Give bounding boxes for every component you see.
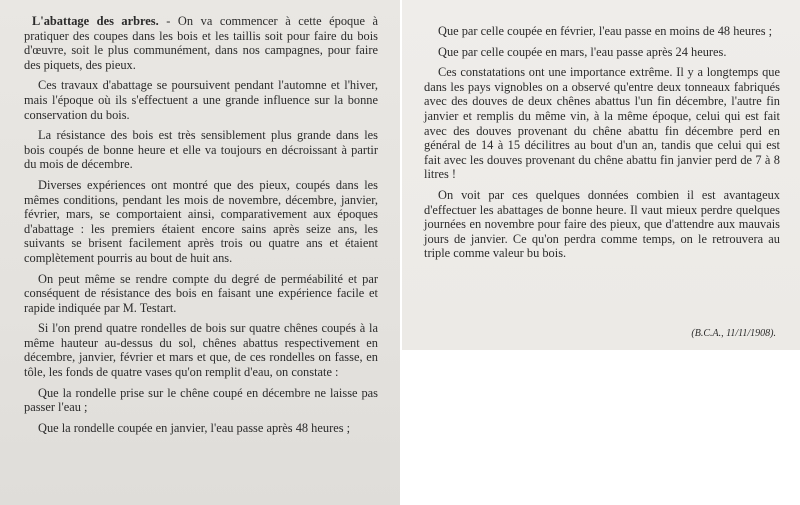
paragraph-9: Que par celle coupée en février, l'eau passe en moins de 48 heures ; [438,24,773,38]
paragraph-7: Que la rondelle prise sur le chêne coupé en décembre ne laisse pas passer l'eau ; [24,385,378,415]
paragraph-1-text: - On va commencer à cette époque à pratiquer des coupes dans les bois et les taillis soit pour faire du bois d'œuvre, soit le plus communément, dans nos campagnes, pour faire des piquets, des pieux. [24,14,378,72]
paragraph-4: Diverses expériences ont montré que des pieux, coupés dans les mêmes conditions, pendant les mois de novembre, décembre, janvier, février, mars, se comportaient ainsi, comparativement aux époques d'abattage : les premiers étaient encore sains après seize ans, les suivants se brisent facilement après trois ou quatre ans et étaient complètement pourris au bout de huit ans. [24,177,378,265]
paragraph-2: Ces travaux d'abattage se poursuivent pendant l'automne et l'hiver, mais l'époque où ils s'effectuent a une grande influence sur la bonne conservation du bois. [24,78,378,122]
paragraph-8: Que la rondelle coupée en janvier, l'eau passe après 48 heures ; [38,420,351,435]
paragraph-10: Que par celle coupée en mars, l'eau passe après 24 heures. [438,44,727,59]
paragraph-5: On peut même se rendre compte du degré de perméabilité et par conséquent de résistance des bois en faisant une expérience facile et rapide indiquée par M. Testart. [24,271,378,315]
paragraph-11: Ces constatations ont une importance extrême. Il y a longtemps que dans les pays vignobles on a observé qu'entre deux tonneaux fabriqués avec des douves de deux chênes abattus l'un fin décembre, l'autre fin janvier et remplis du même vin, à la même époque, celui qui est fait avec des douves provenant du chêne abattu fin décembre perd en général de 14 à 15 décilitres au bout d'un an, tandis que celui qui est fait avec les douves provenant du chêne abattu fin janvier perd de 7 à 8 litres ! [424,65,780,182]
paragraph-12: On voit par ces quelques données combien il est avantageux d'effectuer les abattages de bonne heure. Il vaut mieux perdre quelques journées en novembre pour faire des pieux, que d'attendre aux mauvais jours de janvier. Ce qu'on perdra comme temps, on le retrouvera au triple comme valeur bu bois. [424,187,780,261]
paragraph-1 [24,14,378,72]
article-title: L'abattage des arbres. [32,14,159,28]
paragraph-6: Si l'on prend quatre rondelles de bois sur quatre chênes coupés à la même hauteur au-dessus du sol, chênes abattus respectivement en décembre, janvier, février et mars et que, de ces rondelles on fasse, en tôle, les fonds de quatre vases qu'on remplit d'eau, on constate : [24,321,378,380]
paragraph-3: La résistance des bois est très sensiblement plus grande dans les bois coupés de bonne heure et elle va toujours en décroissant à partir du mois de décembre. [24,128,378,172]
source-citation: (B.C.A., 11/11/1908). [691,328,776,340]
right-page-column [402,0,800,350]
